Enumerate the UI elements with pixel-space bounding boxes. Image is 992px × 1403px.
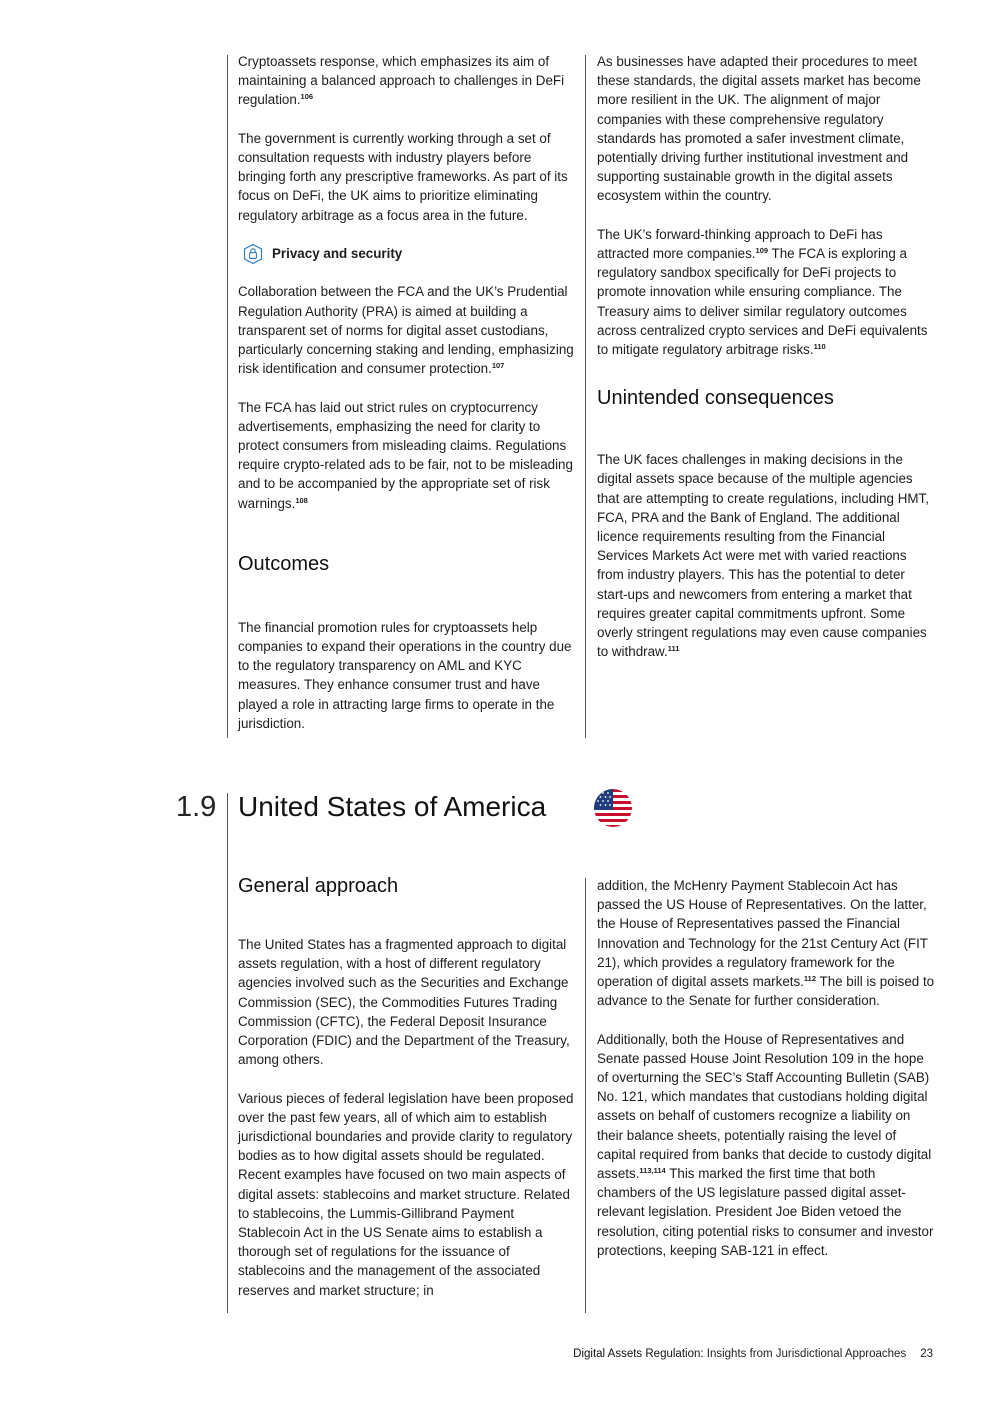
top-left-rule: [227, 55, 228, 738]
footnote-ref[interactable]: 112: [803, 974, 817, 984]
footer-report-subtitle: Insights from Jurisdictional Approaches: [703, 1348, 907, 1360]
paragraph: Various pieces of federal legislation have been proposed over the past few years, all of which aim to establish jurisdictional boundaries and provide clarity to regulatory bodies as to how digital assets should be regulated. Recent examples have focused on two main aspects of digital assets: stablecoins and market structure. Related to stablecoins, the Lummis-Gillibrand Payment Stablecoin Act in the US Senate aims to establish a thorough set of regulations for the issuance of stablecoins and the management of the associated reserves and market structure; in: [238, 1090, 574, 1298]
paragraph: addition, the McHenry Payment Stablecoin Act has passed the US House of Representatives. On the latter, the House of Representatives passed the Financial Innovation and Technology for the 21st Century Act (FIT 21), which provides a regulatory framework for the operation of digital assets markets.$^{112}$ The bill is poised to advance to the Senate for further consideration.: [597, 878, 935, 1009]
footnote-ref[interactable]: 110: [813, 342, 826, 352]
paragraph: The government is currently working through a set of consultation requests with industry players before bringing forth any prescriptive frameworks. As part of its focus on DeFi, the UK aims to prioritize eliminating regulatory arbitrage as a focus area in the future.: [238, 130, 568, 223]
footnote-ref[interactable]: 107: [491, 361, 505, 371]
page-number: 23: [920, 1348, 933, 1360]
top-right-column: [597, 52, 937, 661]
paragraph: Additionally, both the House of Representatives and Senate passed House Joint Resolution 109 in the hope of overturning the SEC’s Staff Accounting Bulletin (SAB) No. 121, which mandates that custodians holding digital assets on behalf of customers recognize a liability on their balance sheets, potentially raising the level of capital required from banks that decide to custody digital assets.$^{113,114}$ This marked the first time that both chambers of the US legislature passed digital asset-relevant legislation. President Joe Biden vetoed the resolution, citing potential risks to consumer and investor protections, keeping SAB-121 in effect.: [597, 1031, 934, 1258]
section-number: 1.9: [176, 791, 217, 823]
section-rule: [227, 793, 228, 1313]
top-left-column: [238, 52, 576, 733]
outcomes-heading: Outcomes: [238, 552, 330, 575]
footnote-ref[interactable]: 109: [755, 246, 769, 256]
general-approach-heading: General approach: [238, 875, 399, 897]
footnote-ref[interactable]: 111: [667, 644, 680, 654]
us-flag-icon: [594, 789, 632, 827]
unintended-consequences-heading: Unintended consequences: [597, 387, 834, 410]
lock-shield-icon: [242, 243, 264, 265]
paragraph: The UK faces challenges in making decisions in the digital assets space because of the multiple agencies that are attempting to create regulations, including HMT, FCA, PRA and the Bank of England. The additional licence requirements resulting from the Financial Services Markets Act were met with varied reactions from industry players. This has the potential to deter start-ups and newcomers from entering a market that requires greater capital commitments upfront. Some overly stringent regulations may even cause companies to withdraw.$^{111}$: [597, 452, 929, 660]
paragraph: As businesses have adapted their procedures to meet these standards, the digital assets market has become more resilient in the UK. The alignment of major companies with these comprehensive regulatory standards has promoted a safer investment climate, potentially driving further institutional investment and supporting sustainable growth in the digital assets ecosystem within the country.: [597, 54, 921, 204]
footer-report-title: Digital Assets Regulation:: [573, 1348, 704, 1360]
section-title: United States of America: [238, 791, 547, 822]
bottom-right-column: [597, 876, 937, 1260]
top-middle-rule: [585, 55, 586, 738]
footnote-ref[interactable]: 106: [300, 92, 314, 102]
page-footer: [573, 1346, 933, 1362]
paragraph: The FCA has laid out strict rules on cryptocurrency advertisements, emphasizing the need for clarity to protect consumers from misleading claims. Regulations require crypto-related ads to be fair, not to be misleading and to be accompanied by the appropriate set of risk warnings.$^{108}$: [238, 399, 573, 511]
paragraph: The financial promotion rules for cryptoassets help companies to expand their operations in the country due to the regulatory transparency on AML and KYC measures. They enhance consumer trust and have played a role in attracting large firms to operate in the jurisdiction.: [238, 619, 572, 731]
privacy-security-label: Privacy and security: [272, 246, 403, 261]
bottom-left-column: [238, 873, 578, 1300]
paragraph: Cryptoassets response, which emphasizes its aim of maintaining a balanced approach to challenges in DeFi regulation.$^{106}$: [238, 54, 565, 108]
bottom-middle-rule: [585, 878, 586, 1313]
privacy-security-heading: [238, 244, 576, 263]
paragraph: The United States has a fragmented approach to digital assets regulation, with a host of different regulatory agencies involved such as the Securities and Exchange Commission (SEC), the Commodities Futures Trading Commission (CFTC), the Federal Deposit Insurance Corporation (FDIC) and the Department of the Treasury, among others.: [238, 937, 570, 1068]
footnote-ref[interactable]: 108: [295, 495, 308, 505]
paragraph: The UK’s forward-thinking approach to DeFi has attracted more companies.$^{109}$ The FCA is exploring a regulatory sandbox specifically for DeFi projects to promote innovation while ensuring compliance. The Treasury aims to deliver similar regulatory outcomes across centralized crypto services and DeFi equivalents to mitigate regulatory arbitrage risks.$^{110}$: [597, 226, 928, 358]
paragraph: Collaboration between the FCA and the UK’s Prudential Regulation Authority (PRA) is aimed at building a transparent set of norms for digital asset custodians, particularly concerning staking and lending, emphasizing risk identification and consumer protection.$^{107}$: [238, 284, 574, 377]
footnote-ref[interactable]: 113,114: [639, 1166, 666, 1176]
